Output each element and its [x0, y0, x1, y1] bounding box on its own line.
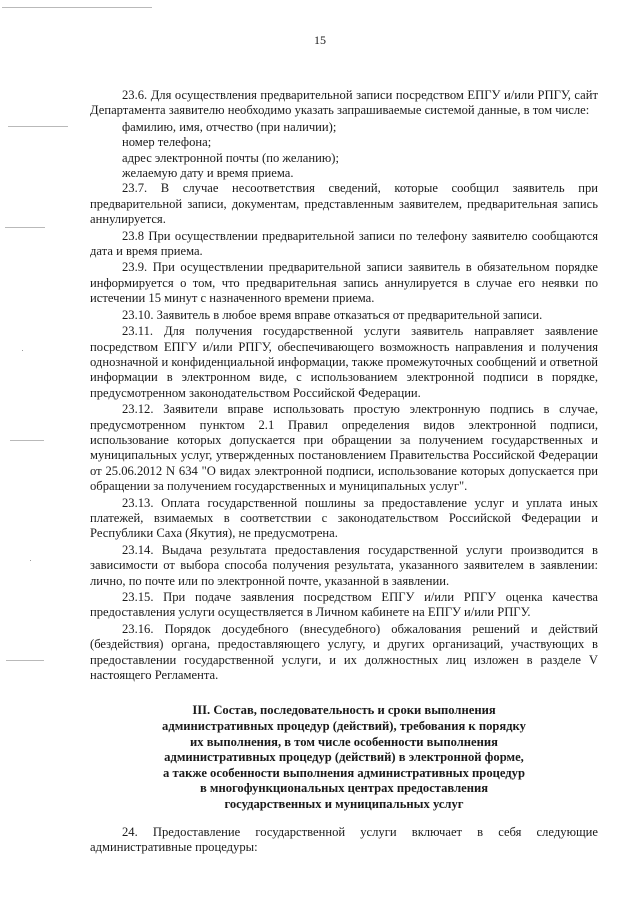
paragraph-23-15: 23.15. При подаче заявления посредством ЕПГУ и/или РПГУ оценка качества предоставления услуги осуществляется в Личном кабинете на ЕПГУ и/или РПГУ. — [90, 590, 598, 620]
scan-artifact — [6, 660, 44, 661]
page-number: 15 — [314, 33, 326, 47]
paragraph-23-7: 23.7. В случае несоответствия сведений, которые сообщил заявитель при предварительной записи, документам, представленным заявителем, предварительная запись аннулируется. — [90, 181, 598, 227]
list-item: желаемую дату и время приема. — [122, 166, 294, 181]
paragraph-23-11: 23.11. Для получения государственной услуги заявитель направляет заявление посредством ЕПГУ и/или РПГУ, обеспечивающего возможность направления и получения однозначной и конфиденциальной информации, также промежуточных сообщений и ответной информации в электронном виде, с использованием электронной подписи в порядке, предусмотренном законодательством Российской Федерации. — [90, 324, 598, 400]
paragraph-23-9: 23.9. При осуществлении предварительной записи заявитель в обязательном порядке информируется о том, что предварительная запись аннулируется в случае его неявки по истечении 15 минут с назначенного времени приема. — [90, 260, 598, 306]
paragraph-23-8: 23.8 При осуществлении предварительной записи по телефону заявителю сообщаются дата и время приема. — [90, 228, 598, 259]
paragraph-23-12: 23.12. Заявители вправе использовать простую электронную подпись в случае, предусмотренном пунктом 2.1 Правил определения видов электронной подписи, использование которых допускается при обращении за получением государственных и муниципальных услуг, утвержденных постановлением Правительства Российской Федерации от 25.06.2012 N 634 "О видах электронной подписи, использование которых допускается при обращении за получением государственных и муниципальных услуг". — [90, 402, 598, 494]
section-heading-line: административных процедур (действий), требования к порядку — [162, 719, 526, 734]
list-item: номер телефона; — [122, 135, 212, 150]
section-heading-line: их выполнения, в том числе особенности выполнения — [190, 734, 498, 749]
scan-artifact — [22, 350, 23, 351]
paragraph-23-16: 23.16. Порядок досудебного (внесудебного) обжалования решений и действий (бездействия) органа, предоставляющего услугу, и других организаций, участвующих в предоставлении государственной услуги, и их должностных лиц изложен в разделе V настоящего Регламента. — [90, 621, 598, 683]
paragraph-23-10: 23.10. Заявитель в любое время вправе отказаться от предварительной записи. — [122, 307, 543, 322]
scan-artifact — [10, 440, 44, 441]
list-item: фамилию, имя, отчество (при наличии); — [122, 119, 337, 134]
paragraph-23-6: 23.6. Для осуществления предварительной записи посредством ЕПГУ и/или РПГУ, сайт Департамента заявителю необходимо указать запрашиваемые системой данные, в том числе: — [90, 88, 598, 118]
section-heading-line: а также особенности выполнения административных процедур — [163, 765, 525, 780]
scan-artifact — [8, 126, 68, 127]
section-heading-line: государственных и муниципальных услуг — [224, 797, 464, 811]
scan-artifact — [5, 227, 45, 228]
section-heading-line: в многофункциональных центрах предоставления — [199, 781, 489, 796]
section-heading — [134, 703, 554, 812]
scan-artifact — [2, 7, 152, 8]
section-heading-line: административных процедур (действий) в электронной форме, — [164, 750, 524, 765]
paragraph-23-13: 23.13. Оплата государственной пошлины за предоставление услуг и уплата иных платежей, взимаемых в соответствии с законодательством Российской Федерации и Республики Саха (Якутия), не предусмотрена. — [90, 495, 598, 541]
paragraph-24: 24. Предоставление государственной услуги включает в себя следующие административные процедуры: — [90, 824, 598, 854]
scan-artifact — [30, 560, 31, 561]
paragraph-23-14: 23.14. Выдача результата предоставления государственной услуги производится в зависимости от выбора способа получения результата, указанного заявителем в заявлении: лично, по почте или по электронной почте, указанной в заявлении. — [90, 542, 598, 588]
list-item: адрес электронной почты (по желанию); — [122, 150, 339, 165]
document-body — [90, 88, 598, 856]
section-heading-line: III. Состав, последовательность и сроки выполнения — [192, 703, 496, 718]
